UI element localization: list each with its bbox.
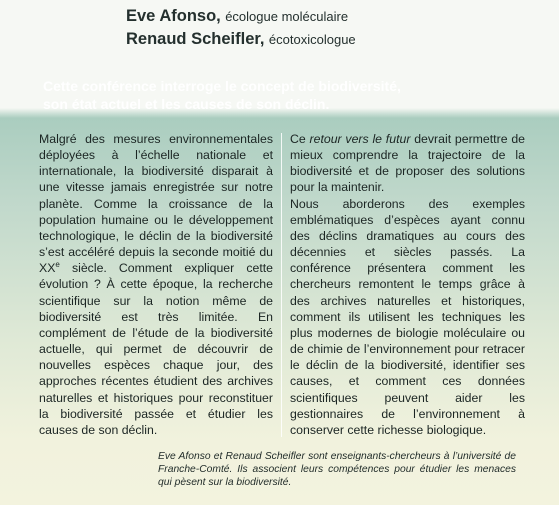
left-paragraph-text: Malgré des mesures environnementales déployées à l’échelle nationale et internationale, la biodiversité disparait à une vitesse jamais enregistrée sur notre planète. Comme la croissance de la population humaine ou le développement technologique, le déclin de la biodiversité s’est accéléré depuis la seconde moitié du XX [39,132,273,276]
century-superscript: e [55,260,60,270]
speakers-bio: Eve Afonso et Renaud Scheifler sont enseignants-chercheurs à l’université de Franche-Comté. Ils associent leurs compétences pour étudier les menaces qui pèsent sur la biodiversité. [158,451,516,488]
p1-end: devrait permettre de mieux comprendre la trajectoire de la biodiversité et de proposer des solutions pour la maintenir. [290,132,525,195]
column-divider [281,133,282,437]
left-paragraph [39,131,273,438]
p1-start: Ce [290,132,310,146]
left-column [39,131,273,438]
intro-heading [43,77,543,113]
intro-line-2: son état actuel et les causes de son déclin. [43,96,330,112]
speaker-2 [126,30,356,49]
speaker-name: Eve Afonso, [126,7,221,25]
p1-italic: retour vers le futur [309,132,411,146]
left-paragraph-text-end: siècle. Comment expliquer cette évolution ? À cette époque, la recherche scientifique sur la notion même de biodiversité est très limitée. En complément de l’étude de la biodiversité actuelle, qui permet de découvrir de nouvelles espèces chaque jour, des approches récentes étudient des archives naturelles et historiques pour reconstituer la biodiversité passée et étudier les causes de son déclin. [39,261,273,437]
speaker-name: Renaud Scheifler, [126,30,265,48]
right-paragraph-1 [290,131,525,196]
right-paragraph-2: Nous aborderons des exemples emblématiques d’espèces ayant connu des déclins dramatiques au cours des décennies et siècles passés. La conférence présentera comment les chercheurs remontent le temps grâce à des archives naturelles et historiques, comment ils utilisent les techniques les plus modernes de biologie moléculaire ou de chimie de l’environnement pour retracer le déclin de la biodiversité, identifier ses causes, et comment ces données scientifiques peuvent aider les gestionnaires de l’environnement à conserver cette richesse biologique. [290,196,525,437]
speaker-role: écologue moléculaire [225,9,349,24]
speaker-role: écotoxicologue [268,32,356,47]
speaker-1 [126,7,348,26]
right-column [290,131,525,438]
intro-line-1: Cette conférence interroge le concept de biodiversité, [43,78,401,94]
